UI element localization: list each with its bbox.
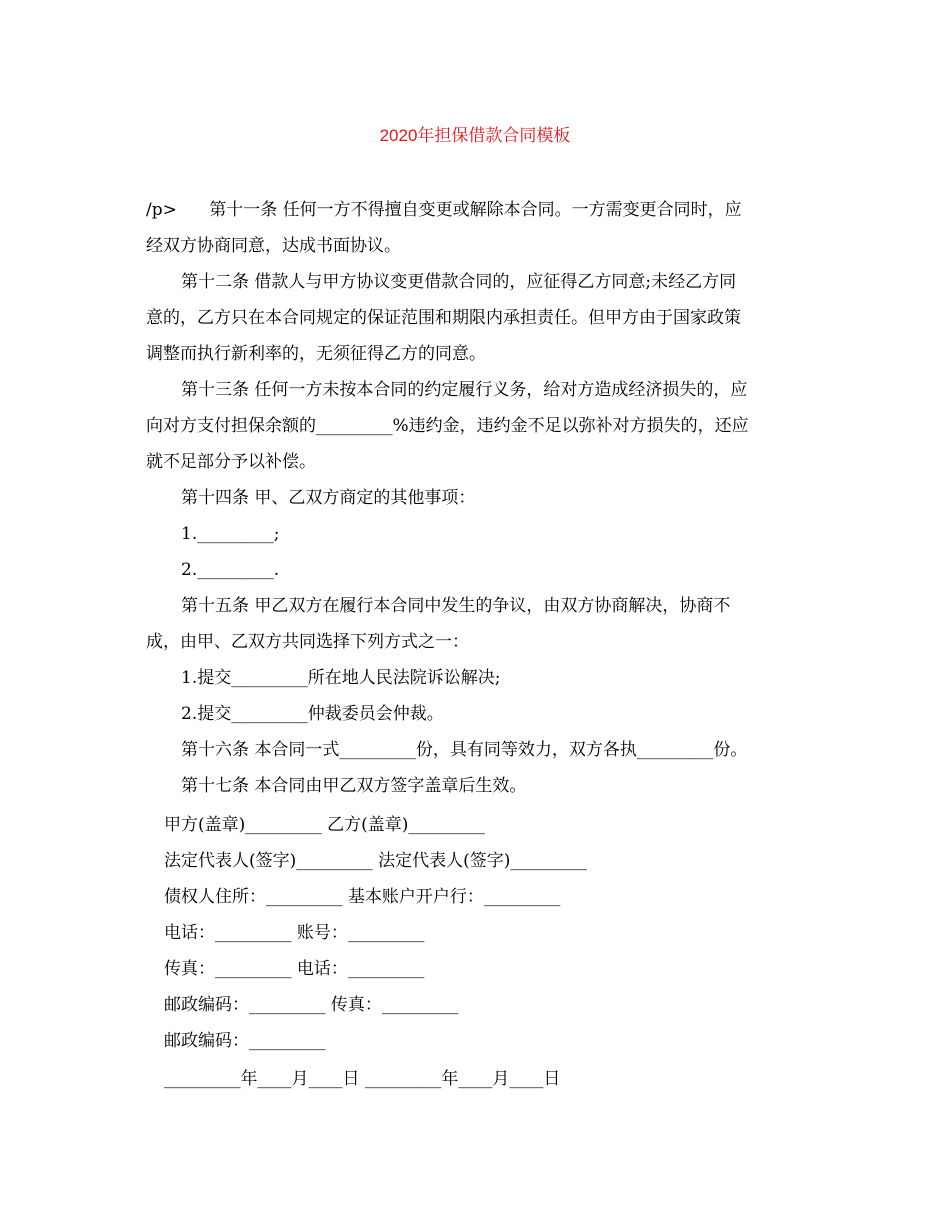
text-line-13: 成，由甲、乙双方共同选择下列方式之一：: [146, 632, 469, 652]
text-line-8: 就不足部分予以补偿。: [146, 452, 316, 472]
info-line-fax: 传真：_________ 电话：_________: [164, 959, 425, 979]
text-line-15: 2.提交_________仲裁委员会仲裁。: [181, 704, 444, 724]
text-line-1: /p> 第十一条 任何一方不得擅自变更或解除本合同。一方需变更合同时，应: [146, 200, 742, 220]
info-line-phone: 电话：_________ 账号：_________: [164, 923, 425, 943]
text-line-9: 第十四条 甲、乙双方商定的其他事项：: [181, 488, 476, 508]
text-line-4: 意的，乙方只在本合同规定的保证范围和期限内承担责任。但甲方由于国家政策: [146, 308, 741, 328]
text-line-10: 1._________;: [181, 524, 280, 544]
signature-line-party: 甲方(盖章)_________ 乙方(盖章)_________: [164, 815, 485, 835]
text-line-14: 1.提交_________所在地人民法院诉讼解决;: [181, 668, 501, 688]
info-line-address: 债权人住所：_________ 基本账户开户行：_________: [164, 887, 561, 907]
info-line-postcode-2: 邮政编码：_________: [164, 1031, 326, 1051]
text-line-17: 第十七条 本合同由甲乙双方签字盖章后生效。: [181, 776, 527, 796]
text-line-16: 第十六条 本合同一式_________份，具有同等效力，双方各执_________份。: [181, 740, 748, 760]
text-line-5: 调整而执行新利率的，无须征得乙方的同意。: [146, 344, 486, 364]
text-line-12: 第十五条 甲乙双方在履行本合同中发生的争议，由双方协商解决，协商不: [181, 596, 731, 616]
text-line-11: 2._________.: [181, 560, 280, 580]
document-title: 2020年担保借款合同模板: [379, 126, 571, 145]
signature-line-representative: 法定代表人(签字)_________ 法定代表人(签字)_________: [164, 851, 587, 871]
text-line-2: 经双方协商同意，达成书面协议。: [146, 236, 401, 256]
info-line-postcode: 邮政编码：_________ 传真：_________: [164, 995, 459, 1015]
text-line-7: 向对方支付担保余额的_________%违约金，违约金不足以弥补对方损失的，还应: [146, 416, 749, 436]
text-line-3: 第十二条 借款人与甲方协议变更借款合同的，应征得乙方同意;未经乙方同: [181, 272, 737, 292]
text-line-6: 第十三条 任何一方未按本合同的约定履行义务，给对方造成经济损失的，应: [181, 380, 748, 400]
date-line: _________年____月____日 _________年____月____日: [164, 1069, 561, 1089]
